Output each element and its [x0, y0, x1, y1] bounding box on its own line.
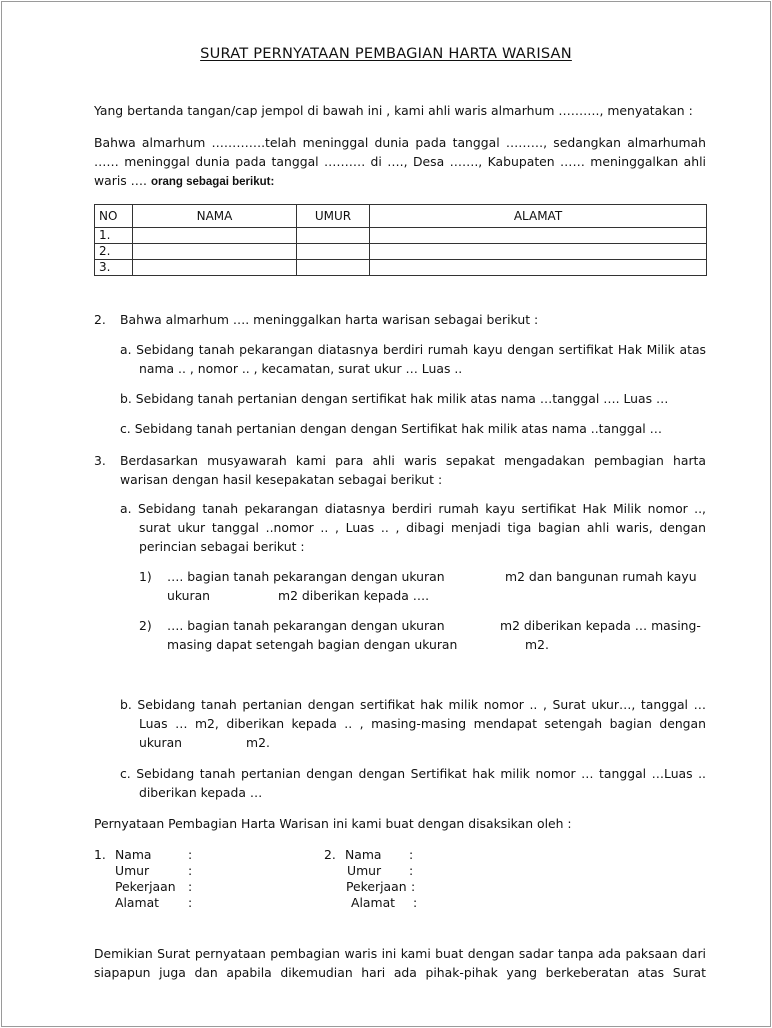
witness2-umur-label: Umur: [347, 863, 382, 878]
item3-a-line3: perincian sebagai berikut :: [139, 539, 305, 554]
table-cell: [370, 228, 707, 244]
sub2-line2a: masing dapat setengah bagian dengan ukuran: [167, 637, 458, 652]
para1-line3: [94, 171, 274, 192]
para1-line1: Bahwa almarhum ………….telah meninggal dunia pada tanggal ………, sedangkan almarhumah: [94, 135, 706, 150]
witness1-colon: :: [188, 847, 193, 862]
item2-b: b. Sebidang tanah pertanian dengan sertifikat hak milik atas nama …tanggal …. Luas …: [120, 391, 669, 406]
witness1-number: 1.: [94, 847, 106, 862]
table-cell: [370, 244, 707, 260]
witness2-nama-label: Nama: [345, 847, 382, 862]
witness1-umur-label: Umur: [115, 863, 150, 878]
sub2-number: 2): [139, 618, 152, 633]
table-cell: 3.: [95, 260, 133, 276]
table-cell: [133, 244, 297, 260]
sub1-line1a: …. bagian tanah pekarangan dengan ukuran: [167, 569, 445, 584]
witness2-pekerjaan-label: Pekerjaan: [346, 879, 407, 894]
table-cell: 1.: [95, 228, 133, 244]
table-row: [95, 228, 707, 244]
table-cell: [297, 228, 370, 244]
sub1-line2b: m2 diberikan kepada ….: [278, 588, 430, 603]
header-no: NO: [95, 205, 133, 228]
table-cell: [133, 228, 297, 244]
item3-a-line2: surat ukur tanggal ..nomor .. , Luas .. , dibagi menjadi tiga bagian ahli waris, dengan: [139, 520, 706, 535]
sub1-number: 1): [139, 569, 152, 584]
item2-text: Bahwa almarhum …. meninggalkan harta warisan sebagai berikut :: [120, 312, 539, 327]
header-nama: NAMA: [133, 205, 297, 228]
item3-a-line1: a. Sebidang tanah pekarangan diatasnya berdiri rumah kayu sertifikat Hak Milik nomor ..,: [120, 501, 706, 516]
heirs-table: [94, 204, 707, 276]
witness2-colon: :: [413, 895, 418, 910]
table-row: [95, 244, 707, 260]
item3-line1: Berdasarkan musyawarah kami para ahli waris sepakat mengadakan pembagian harta: [120, 453, 706, 468]
witness2-colon: :: [409, 847, 414, 862]
witness2-number: 2.: [324, 847, 336, 862]
witness1-pekerjaan-label: Pekerjaan: [115, 879, 176, 894]
header-umur: UMUR: [297, 205, 370, 228]
item2-a-line1: a. Sebidang tanah pekarangan diatasnya berdiri rumah kayu dengan sertifikat Hak Milik atas: [120, 342, 706, 357]
para1-line3-bold: orang sebagai berikut:: [150, 176, 275, 188]
sub1-line2a: ukuran: [167, 588, 211, 603]
item2-number: 2.: [94, 312, 106, 327]
item3-b-line3a: ukuran: [139, 735, 183, 750]
item3-b-line1: b. Sebidang tanah pertanian dengan sertifikat hak milik nomor .. , Surat ukur…, tanggal …: [120, 697, 706, 712]
witness1-colon: :: [188, 863, 193, 878]
item3-c-line1: c. Sebidang tanah pertanian dengan dengan Sertifikat hak milik nomor … tanggal …Luas ..: [120, 766, 706, 781]
witness1-colon: :: [188, 895, 193, 910]
witness1-colon: :: [188, 879, 193, 894]
item3-b-line3b: m2.: [246, 735, 270, 750]
document-title: SURAT PERNYATAAN PEMBAGIAN HARTA WARISAN: [200, 45, 572, 62]
witness1-alamat-label: Alamat: [115, 895, 160, 910]
intro-text: Yang bertanda tangan/cap jempol di bawah ini , kami ahli waris almarhum ………., menyatakan :: [94, 103, 693, 118]
witness-intro: Pernyataan Pembagian Harta Warisan ini kami buat dengan disaksikan oleh :: [94, 816, 572, 831]
table-cell: [133, 260, 297, 276]
sub2-line1a: …. bagian tanah pekarangan dengan ukuran: [167, 618, 445, 633]
table-cell: [297, 244, 370, 260]
sub2-line2b: m2.: [525, 637, 549, 652]
item2-c: c. Sebidang tanah pertanian dengan dengan Sertifikat hak milik atas nama ..tanggal …: [120, 421, 663, 436]
item3-c-line2: diberikan kepada …: [139, 785, 263, 800]
witness2-alamat-label: Alamat: [351, 895, 396, 910]
witness2-colon: :: [411, 879, 416, 894]
item2-a-line2: nama .. , nomor .. , kecamatan, surat ukur … Luas ..: [139, 361, 463, 376]
sub2-line1b: m2 diberikan kepada … masing-: [500, 618, 701, 633]
sub1-line1b: m2 dan bangunan rumah kayu: [505, 569, 697, 584]
witness1-nama-label: Nama: [115, 847, 152, 862]
table-cell: 2.: [95, 244, 133, 260]
closing-line2: siapapun juga dan apabila dikemudian hari ada pihak-pihak yang berkeberatan atas Surat: [94, 965, 706, 980]
item3-b-line2: Luas … m2, diberikan kepada .. , masing-masing mendapat setengah bagian dengan: [139, 716, 706, 731]
table-row: [95, 260, 707, 276]
item3-number: 3.: [94, 453, 106, 468]
para1-line2: …… meninggal dunia pada tanggal ………. di …., Desa ……., Kabupaten …… meninggalkan ahli: [94, 154, 706, 169]
header-alamat: ALAMAT: [370, 205, 707, 228]
witness2-colon: :: [409, 863, 414, 878]
table-cell: [297, 260, 370, 276]
para1-line3-prefix: waris ….: [94, 173, 151, 188]
item3-line2: warisan dengan hasil kesepakatan sebagai berikut :: [120, 472, 443, 487]
table-header-row: [95, 205, 707, 228]
closing-line1: Demikian Surat pernyataan pembagian waris ini kami buat dengan sadar tanpa ada paksaan dari: [94, 946, 706, 961]
table-cell: [370, 260, 707, 276]
